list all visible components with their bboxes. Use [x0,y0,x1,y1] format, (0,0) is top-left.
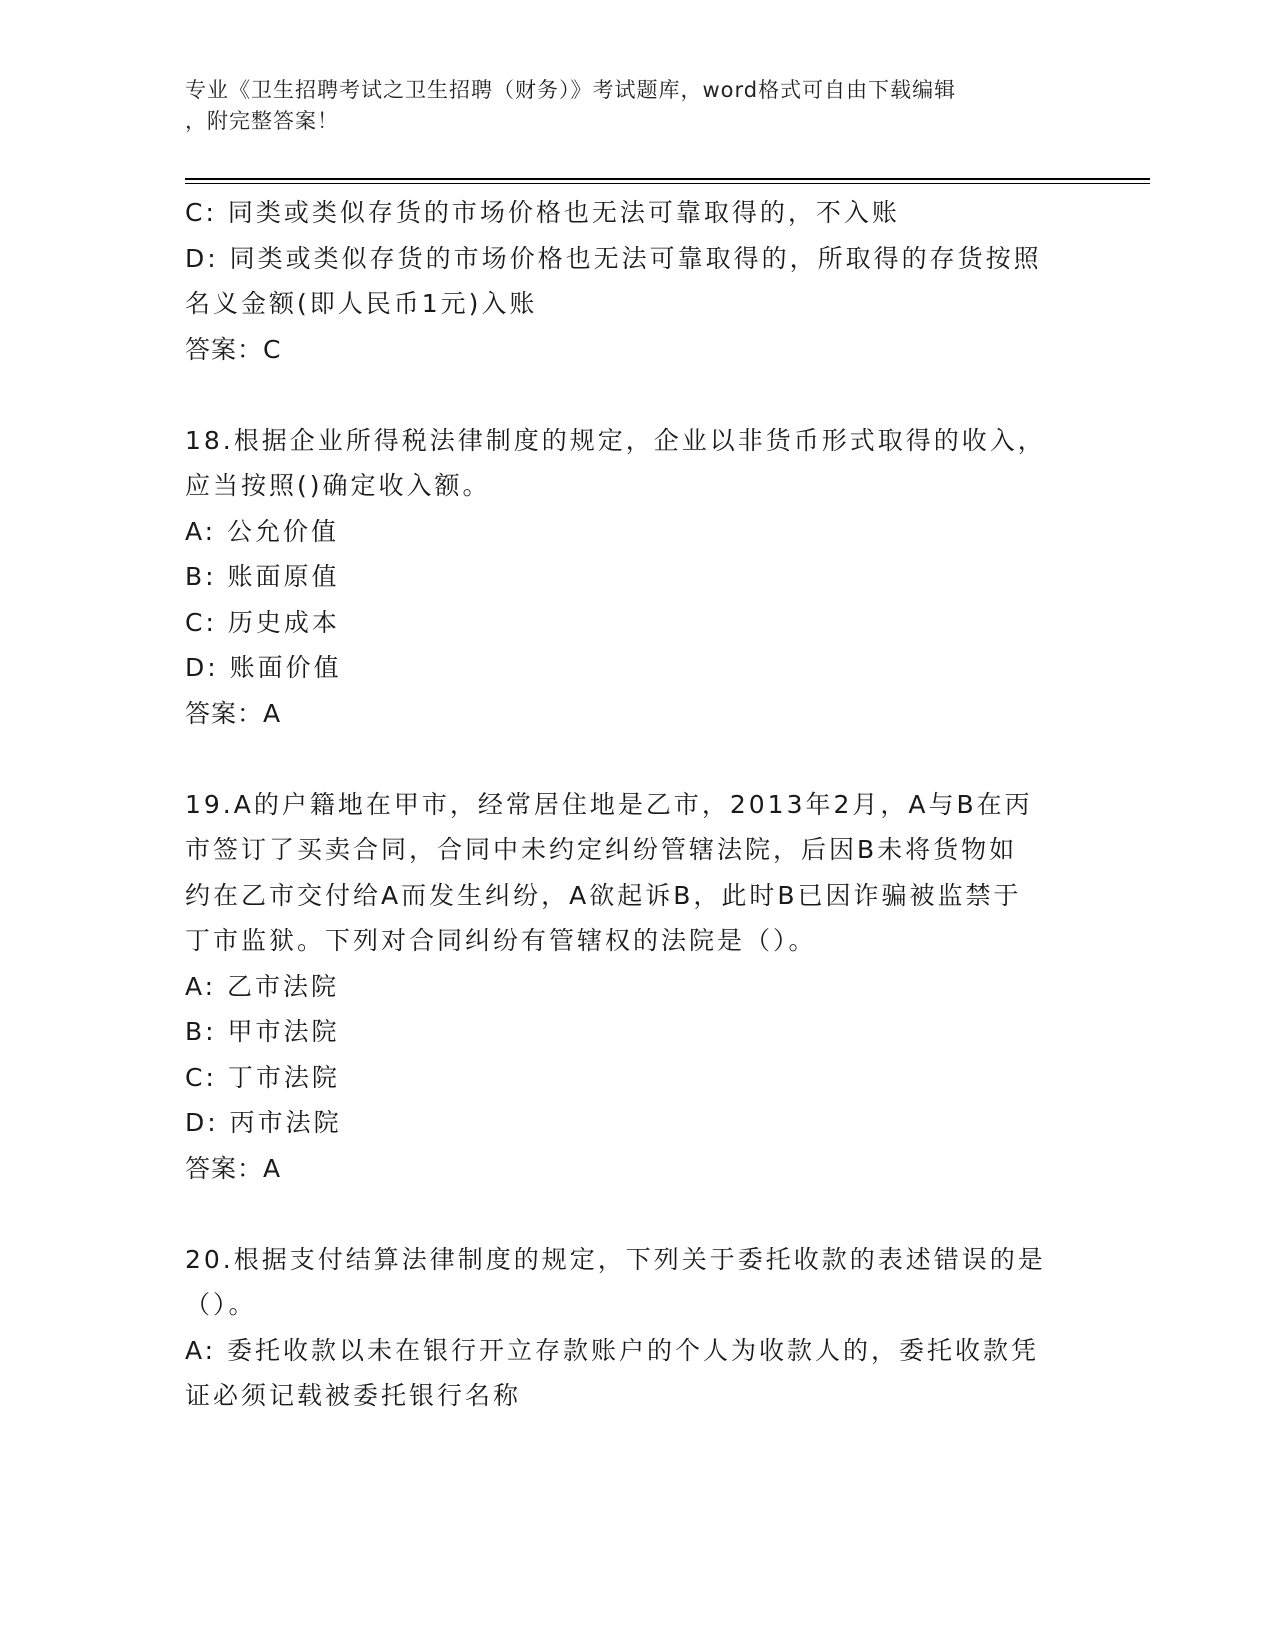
option-c: C: 历史成本 [185,607,340,637]
question-stem-continued: 市签订了买卖合同，合同中未约定纠纷管辖法院，后因B未将货物如 [185,835,1018,864]
question-stem-continued: 应当按照()确定收入额。 [185,471,491,500]
question-stem-continued: 约在乙市交付给A而发生纠纷，A欲起诉B，此时B已因诈骗被监禁于 [185,880,1022,910]
question-19 [185,782,1065,1192]
option-a-continued: 证必须记载被委托银行名称 [185,1381,522,1410]
option-a: A: 委托收款以未在银行开立存款账户的个人为收款人的，委托收款凭 [185,1335,1040,1365]
question-stem-continued: （）。 [185,1290,257,1319]
option-d: D: 同类或类似存货的市场价格也无法可靠取得的，所取得的存货按照 [185,243,1042,273]
option-b: B: 甲市法院 [185,1017,340,1046]
header-line: ，附完整答案！ [185,109,339,133]
question-content [185,190,1065,1419]
header-divider-thin [185,183,1150,184]
answer: 答案：A [185,698,282,728]
option-a: A: 公允价值 [185,516,340,546]
question-17-tail [185,190,1065,372]
option-a: A: 乙市法院 [185,971,340,1001]
option-d: D: 账面价值 [185,653,342,682]
option-b: B: 账面原值 [185,562,340,591]
spacer [185,372,1065,418]
header-divider [185,178,1150,180]
answer: 答案：A [185,1153,282,1183]
option-d: D: 丙市法院 [185,1108,342,1137]
spacer [185,736,1065,782]
question-20 [185,1237,1065,1419]
question-18 [185,418,1065,737]
question-stem: 18.根据企业所得税法律制度的规定，企业以非货币形式取得的收入， [185,425,1046,455]
question-stem-continued: 丁市监狱。下列对合同纠纷有管辖权的法院是（）。 [185,926,817,955]
answer: 答案：C [185,334,282,364]
spacer [185,1191,1065,1237]
option-c: C: 同类或类似存货的市场价格也无法可靠取得的，不入账 [185,198,900,227]
page-header [185,75,1065,137]
question-stem: 19.A的户籍地在甲市，经常居住地是乙市，2013年2月，A与B在丙 [185,789,1033,819]
option-d-continued: 名义金额(即人民币1元)入账 [185,289,538,318]
option-c: C: 丁市法院 [185,1062,340,1092]
header-line: 专业《卫生招聘考试之卫生招聘（财务）》考试题库，word格式可自由下载编辑 [185,78,957,102]
question-stem: 20.根据支付结算法律制度的规定，下列关于委托收款的表述错误的是 [185,1244,1046,1274]
